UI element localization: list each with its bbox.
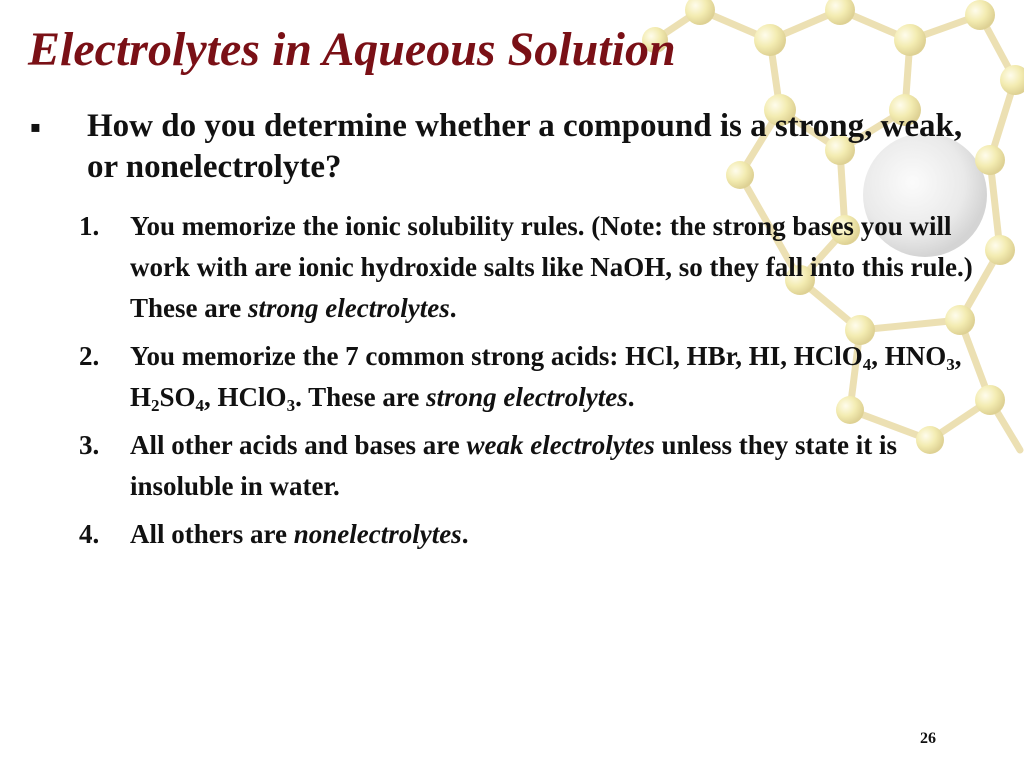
main-bullet-question: How do you determine whether a compound is a strong, weak, or nonelectrolyte? bbox=[87, 108, 963, 185]
list-item-number: 2. bbox=[79, 341, 100, 371]
list-item-text: All other acids and bases are weak electrolytes unless they state it is insoluble in water. bbox=[130, 430, 897, 501]
list-item bbox=[79, 425, 984, 507]
list-item-number: 3. bbox=[79, 430, 100, 460]
list-item-text: You memorize the 7 common strong acids: HCl, HBr, HI, HClO$_4$, $HNO_3$, $H_2SO_4$, HClO$_3$. These are strong electrolytes. bbox=[130, 341, 962, 415]
list-item-number: 1. bbox=[79, 211, 100, 241]
slide-title: Electrolytes in Aqueous Solution bbox=[28, 23, 676, 76]
list-item bbox=[79, 206, 984, 329]
page-number: 26 bbox=[920, 730, 936, 747]
bullet-square-icon: ▪ bbox=[30, 117, 41, 136]
list-item-number: 4. bbox=[79, 519, 100, 549]
numbered-list bbox=[79, 206, 984, 562]
list-item-text: All others are nonelectrolytes. bbox=[130, 519, 469, 549]
list-item bbox=[79, 336, 984, 418]
list-item-text: You memorize the ionic solubility rules. (Note: the strong bases you will work with are ionic hydroxide salts like NaOH, so they fall into this rule.) These are strong electrolytes. bbox=[130, 211, 973, 323]
list-item bbox=[79, 514, 984, 555]
